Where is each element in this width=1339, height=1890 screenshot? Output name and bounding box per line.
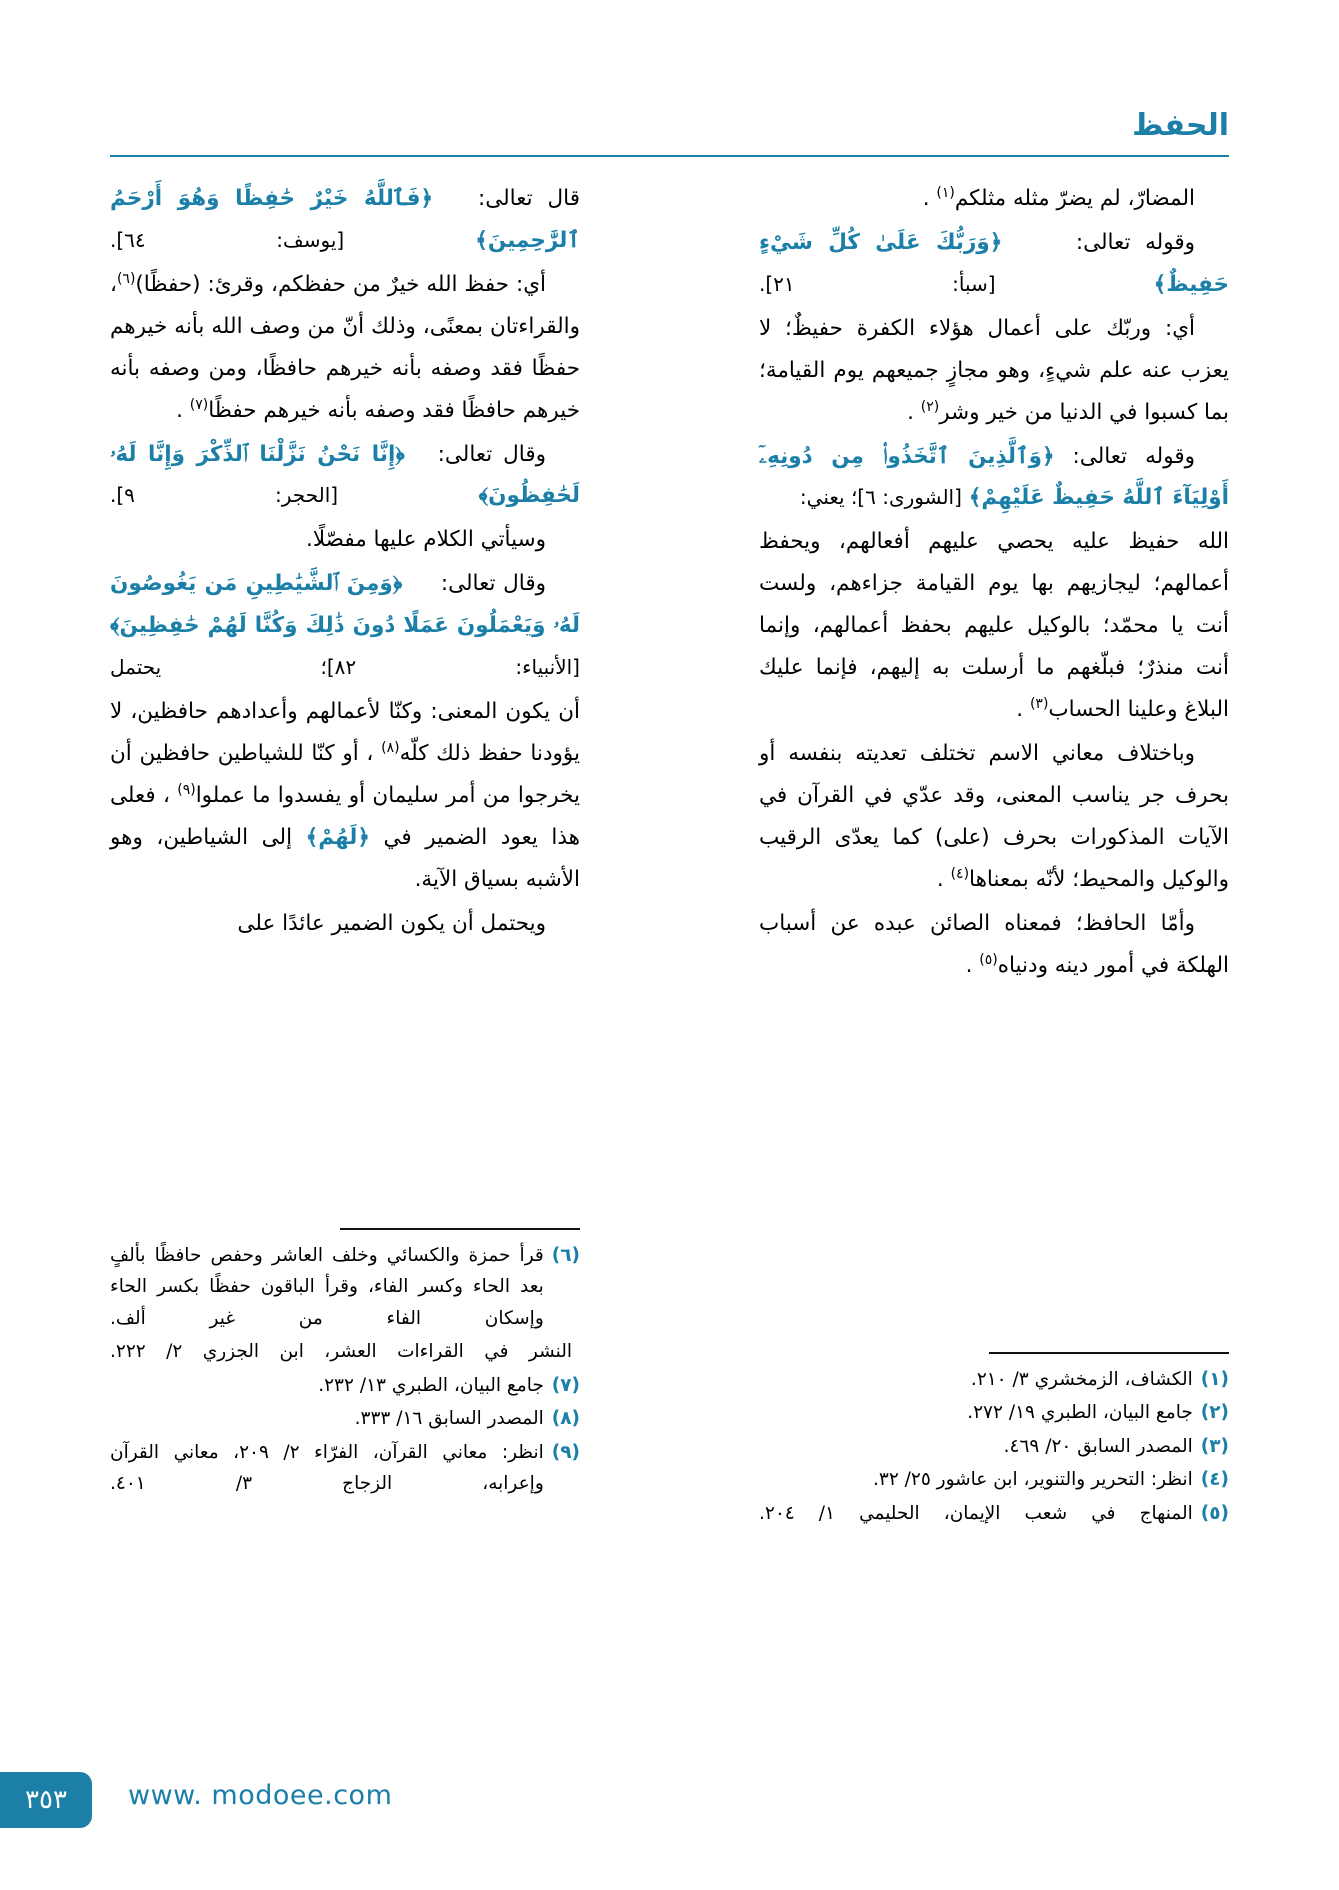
paragraph-tail: إلى الشياطين، وهو الأشبه بسياق الآية.	[110, 824, 580, 892]
footnote-item	[110, 1370, 580, 1401]
footnote-number: (٤)	[1200, 1469, 1229, 1491]
paragraph-text: المضارّ، لم يضرّ مثله مثلكم$^{(١)}$ .	[922, 184, 1195, 211]
footnote-text: النشر في القراءات العشر، ابن الجزري ٢/ ٢٢٢.	[110, 1341, 572, 1363]
footnote-item	[110, 1336, 580, 1367]
right-text-column	[759, 178, 1229, 989]
footnote-item	[759, 1464, 1229, 1495]
paragraph	[110, 691, 580, 901]
footnote-number: (٣)	[1200, 1435, 1229, 1457]
footnote-text: الكشاف، الزمخشري ٣/ ٢١٠.	[970, 1369, 1193, 1390]
paragraph-quran	[110, 178, 580, 262]
paragraph-quran	[110, 563, 580, 689]
paragraph-prefix: وقال تعالى:	[440, 571, 546, 597]
footnote-item	[759, 1364, 1229, 1395]
paragraph-quran	[110, 434, 580, 518]
quran-verse: ﴿وَرَبُّكَ عَلَىٰ كُلِّ شَيْءٍ حَفِيظٌ﴾	[759, 229, 1229, 297]
paragraph	[759, 308, 1229, 434]
footnote-number: (٢)	[1200, 1402, 1229, 1424]
paragraph-prefix: قال تعالى:	[477, 186, 580, 211]
website-link[interactable]: www. modoee.com	[128, 1780, 393, 1811]
footnote-text: انظر: معاني القرآن، الفرّاء ٢/ ٢٠٩، معاني القرآن وإعرابه، الزجاج ٣/ ٤٠١.	[110, 1441, 544, 1495]
paragraph-text: أي: حفظ الله خيرٌ من حفظكم، وقرئ: (حفظًا)$^{(٦)}$، والقراءتان بمعنًى، وذلك أنّ من وصف الله بأنه خيرهم حفظًا فقد وصفه بأنه خيرهم حافظًا، ومن وصفه بأنه خيرهم حافظًا فقد وصفه بأنه خيرهم حفظًا$^{(٧)}$ .	[110, 270, 580, 423]
paragraph-prefix: وقوله تعالى:	[1072, 443, 1195, 469]
left-footnotes	[110, 1228, 580, 1502]
footnote-item	[110, 1437, 580, 1500]
quran-verse: ﴿وَٱلَّذِينَ ٱتَّخَذُوا۟ مِن دُونِهِۦٓ أَوْلِيَآءَ ٱللَّهُ حَفِيظٌ عَلَيْهِمْ﴾	[759, 443, 1229, 511]
paragraph	[110, 903, 580, 945]
footnote-text: جامع البيان، الطبري ١٣/ ٢٣٢.	[318, 1374, 544, 1396]
footnote-item	[759, 1431, 1229, 1462]
verse-reference: [الشورى: ٦]؛ يعني:	[799, 485, 962, 510]
quran-inline: ﴿لَهُمْ﴾	[305, 824, 370, 850]
footnote-number: (١)	[1200, 1369, 1229, 1390]
footnote-item	[759, 1498, 1229, 1529]
paragraph-text: الله حفيظ عليه يحصي عليهم أفعالهم، ويحفظ أعمالهم؛ ليجازيهم بها يوم القيامة جزاءهم، ولست أنت يا محمّد؛ بالوكيل عليهم بحفظ أعمالهم، وإنما أنت منذرٌ؛ فبلّغهم ما أرسلت به إليهم، فإنما عليك البلاغ وعلينا الحساب$^{(٣)}$ .	[759, 529, 1229, 723]
footnote-text: جامع البيان، الطبري ١٩/ ٢٧٢.	[967, 1402, 1193, 1424]
footnote-text: المصدر السابق ١٦/ ٣٣٣.	[354, 1408, 544, 1430]
footnote-text: انظر: التحرير والتنوير، ابن عاشور ٢٥/ ٣٢.	[873, 1469, 1193, 1491]
footnote-text: المصدر السابق ٢٠/ ٤٦٩.	[1003, 1435, 1193, 1457]
paragraph-text: أن يكون المعنى: وكنّا لأعمالهم وأعدادهم حافظين، لا يؤودنا حفظ ذلك كلّه$^{(٨)}$ ، أو كنّا للشياطين حافظين أن يخرجوا من أمر سليمان أو يفسدوا ما عملوا$^{(٩)}$ ، فعلى هذا يعود الضمير في	[110, 699, 581, 850]
paragraph-text: أي: وربّك على أعمال هؤلاء الكفرة حفيظٌ؛ لا يعزب عنه علم شيءٍ، وهو مجازٍ جميعهم يوم القيامة؛ بما كسبوا في الدنيا من خير وشر$^{(٢)}$ .	[759, 315, 1229, 425]
verse-reference: [الأنبياء: ٨٢]؛ يحتمل	[110, 655, 580, 680]
paragraph-text: ويحتمل أن يكون الضمير عائدًا على	[237, 910, 546, 936]
footnote-number: (٥)	[1200, 1502, 1229, 1524]
left-text-column	[110, 178, 580, 947]
footnote-number: (٨)	[551, 1408, 580, 1430]
footnote-item	[759, 1397, 1229, 1428]
paragraph-prefix: وقوله تعالى:	[1075, 229, 1195, 255]
paragraph-text: وباختلاف معاني الاسم تختلف تعديته بنفسه أو بحرف جر يناسب المعنى، وقد عدّي في القرآن في الآيات المذكورات بحرف (على) كما يعدّى الرقيب والوكيل والمحيط؛ لأنّه بمعناها$^{(٤)}$ .	[759, 740, 1229, 892]
paragraph	[759, 733, 1229, 901]
page-title: الحفظ	[1132, 108, 1229, 143]
quran-verse: ﴿وَمِنَ ٱلشَّيَٰطِينِ مَن يَغُوصُونَ لَهُۥ وَيَعْمَلُونَ عَمَلًا دُونَ ذَٰلِكَ وَكُنَّا لَهُمْ حَٰفِظِينَ﴾	[110, 571, 580, 639]
footnote-item	[110, 1240, 580, 1334]
footnote-text: المنهاج في شعب الإيمان، الحليمي ١/ ٢٠٤.	[759, 1502, 1193, 1524]
paragraph	[110, 264, 580, 432]
page-number-badge: ٣٥٣	[0, 1772, 92, 1828]
page-footer	[0, 1772, 1339, 1832]
footnote-divider	[989, 1352, 1229, 1354]
header-divider	[110, 155, 1229, 157]
footnote-item	[110, 1403, 580, 1434]
paragraph-text: وسيأتي الكلام عليها مفصّلًا.	[306, 527, 546, 553]
quran-verse: ﴿فَٱللَّهُ خَيْرٌ حَٰفِظًا وَهُوَ أَرْحَمُ ٱلرَّٰحِمِينَ﴾	[110, 186, 580, 253]
quran-verse: ﴿إِنَّا نَحْنُ نَزَّلْنَا ٱلذِّكْرَ وَإِنَّا لَهُۥ لَحَٰفِظُونَ﴾	[110, 441, 580, 509]
paragraph	[759, 178, 1229, 220]
paragraph-quran	[759, 436, 1229, 520]
footnote-divider	[340, 1228, 580, 1230]
right-footnotes	[759, 1352, 1229, 1531]
page-header	[110, 108, 1229, 168]
footnote-text: قرأ حمزة والكسائي وخلف العاشر وحفص حافظًا بألفٍ بعد الحاء وكسر الفاء، وقرأ الباقون حفظًا بكسر الحاء وإسكان الفاء من غير ألف.	[110, 1245, 544, 1329]
verse-reference: [يوسف: ٦٤].	[110, 227, 345, 252]
paragraph	[110, 519, 580, 561]
verse-reference: [الحجر: ٩].	[110, 483, 339, 508]
paragraph-prefix: وقال تعالى:	[437, 441, 546, 467]
footnote-number: (٦)	[551, 1245, 580, 1266]
paragraph-text: وأمّا الحافظ؛ فمعناه الصائن عبده عن أسباب الهلكة في أمور دينه ودنياه$^{(٥)}$ .	[759, 910, 1229, 978]
paragraph	[759, 521, 1229, 731]
paragraph-quran	[759, 222, 1229, 306]
verse-reference: [سبأ: ٢١].	[759, 271, 996, 296]
paragraph	[759, 903, 1229, 987]
footnote-number: (٧)	[551, 1374, 580, 1396]
footnote-number: (٩)	[551, 1441, 580, 1463]
